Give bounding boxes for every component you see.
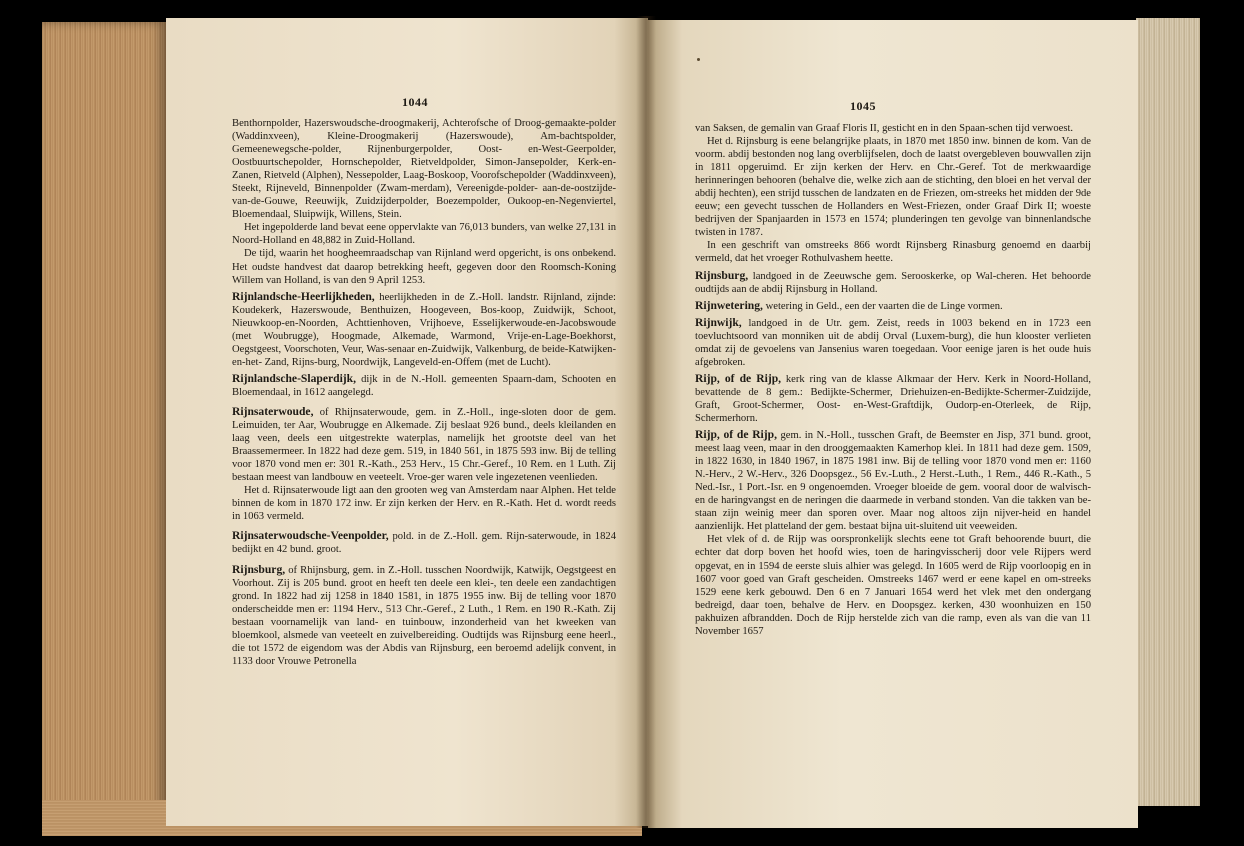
paragraph	[695, 239, 1091, 265]
paragraph-text: Benthornpolder, Hazerswoudsche-droogmakerij, Achterofsche of Droog-gemaakte-polder (Waddinxveen), Kleine-Droogmakerij (Hazerswoude), Am-bachtspolder, Gemeenewegsche-polder, Rijnenburgerpolder, Oost- en-West-Geerpolder, Oostbuurtschepolder, Hornschepolder, Rietveldpolder, Simon-Jansepolder, Kerk-en-Zanen, Rietveld (Alphen), Nessepolder, Laag-Boskoop, Voorofschepolder (Waddinxveen), Steekt, Rijneveld, Binnenpolder (Zwam-merdam), Vereenigde-polder- aan-de-oostzijde- van-de-Gouwe, Reeuwijk, Zuidzijderpolder, Boezempolder, Oukoop-en-Negenviertel, Bloemendaal, Sluipwijk, Willens, Stein.	[232, 118, 617, 221]
entry-headword: Rijnlandsche-Slaperdijk,	[232, 371, 357, 385]
paragraph-text: landgoed in de Utr. gem. Zeist, reeds in 1003 bekend en in 1723 een toevluchtsoord van monniken uit de abdij Orval (Luxem-burg), die hun klooster verlieten omdat zij de gevoelens van Jansenius waren toegedaan. Voor eenige jaren is het oude huis afgebroken.	[695, 317, 1091, 368]
dictionary-entry	[232, 529, 616, 556]
paper-spot	[697, 58, 700, 61]
entry-headword: Rijp, of de Rijp,	[695, 428, 777, 442]
right-page-text	[695, 122, 1091, 638]
paragraph-text: In een geschrift van omstreeks 866 wordt Rijnsberg Rinasburg genoemd en daarbij vermeld, dat het vroeger Rothulvashem heette.	[695, 240, 1091, 265]
paragraph-text: landgoed in de Zeeuwsche gem. Serooskerke, op Wal-cheren. Het behoorde oudtijds aan de abdij Rijnsburg in Holland.	[695, 270, 1091, 295]
entry-headword: Rijnwijk,	[695, 315, 742, 329]
paragraph	[232, 484, 616, 523]
dictionary-entry	[232, 290, 616, 369]
entry-headword: Rijnlandsche-Heerlijkheden,	[232, 289, 375, 303]
paragraph	[695, 135, 1091, 239]
paragraph-text: Het d. Rijnsaterwoude ligt aan den grooten weg van Amsterdam naar Alphen. Het telde binnen de kom in 1870 172 inw. Er zijn kerken der Herv. en R.-Kath. Het d. wordt reeds in 1063 vermeld.	[232, 485, 616, 523]
entry-headword: Rijnwetering,	[695, 298, 763, 312]
left-page-text	[232, 117, 616, 668]
paragraph-text: of Rhijnsburg, gem. in Z.-Holl. tusschen Noordwijk, Katwijk, Oegstgeest en Voorhout. Zij is 205 bund. groot en heeft ten deele een klei-, ten deele een zandachtigen grond. In 1822 had zij 1258 in 1840 1581, in 1875 1955 inw. Bij de telling voor 1870 onderscheidde men er: 1194 Herv., 513 Chr.-Geref., 2 Luth., 1 Rem. en 190 R.-Kath. Zij bestaan voornamelijk van land- en tuinbouw, inzonderheid van het kweeken van bloemkool, alsmede van veeteelt en zuivelbereiding. Oudtijds was Rijnsburg eene heerl., die tot 1572 de eigendom was der Abdis van Rijnsburg, een beroemd adelijk convent, in 1133 door Vrouwe Petronella	[232, 564, 616, 667]
paragraph	[232, 247, 616, 286]
paragraph	[695, 122, 1091, 135]
dictionary-entry	[695, 316, 1091, 369]
paragraph	[232, 221, 616, 247]
dictionary-entry	[695, 428, 1091, 533]
dictionary-entry	[695, 299, 1091, 313]
dictionary-entry	[232, 563, 616, 668]
entry-headword: Rijnsburg,	[232, 562, 286, 576]
paragraph-text: kerk ring van de klasse Alkmaar der Herv. Kerk in Noord-Holland, bevattende de 8 gem.: Bedijkte-Schermer, Driehuizen-en-Bedijkte-Schermer-Zuidzijde, Graft, Groot-Schermer, Oost- en-West-Graftdijk, Oudorp-en-Oterleek, de Rijp, Schermerhorn.	[695, 373, 1091, 424]
dictionary-entry	[695, 372, 1091, 425]
dictionary-entry	[232, 372, 616, 399]
spine-gutter	[636, 16, 656, 828]
entry-headword: Rijnsaterwoudsche-Veenpolder,	[232, 529, 389, 543]
entry-headword: Rijnsburg,	[695, 268, 749, 282]
page-number-right: 1045	[850, 99, 876, 113]
dictionary-entry	[232, 405, 616, 484]
paragraph	[232, 117, 616, 221]
paragraph-text: gem. in N.-Holl., tusschen Graft, de Beemster en Jisp, 371 bund. groot, meest laag veen, maar in den drooggemaakten Kamerhop klei. In 1811 had deze gem. 1509, in 1822 1630, in 1840 1967, in 1875 1981 inw. Bij de telling voor 1870 vond men er: 1160 N.-Herv., 2 W.-Herv., 326 Doopsgez., 56 Ev.-Luth., 2 Herst.-Luth., 1 Rem., 446 R.-Kath., 5 Ned.-Isr., 1 Port.-Isr. en 9 ongenoemden. Vroeger bloeide de gem. vooral door de walvisch- en de haringvangst en de neringen die daarmede in verband stonden. Van die takken van be-staan zijn weinig meer dan sporen over. Maar nog altoos zijn nijver-heid en handel aanzienlijk. Het platteland der gem. bestaat bijna uit-sluitend uit veeweiden.	[695, 430, 1091, 533]
paragraph-text: wetering in Geld., een der vaarten die de Linge vormen.	[762, 300, 1003, 312]
page-edges-left	[42, 22, 166, 832]
paragraph-text: De tijd, waarin het hoogheemraadschap van Rijnland werd opgericht, is ons onbekend. Het oudste handvest dat daarop betrekking heeft, gegeven door den Roomsch-Koning Willem van Holland, is van den 9 April 1253.	[232, 248, 616, 286]
paragraph-text: pold. in de Z.-Holl. gem. Rijn-saterwoude, in 1824 bedijkt en 42 bund. groot.	[232, 531, 616, 556]
entry-headword: Rijnsaterwoude,	[232, 404, 314, 418]
page-edges-right	[1136, 18, 1200, 806]
dictionary-entry	[695, 269, 1091, 296]
paragraph-text: Het vlek of d. de Rijp was oorspronkelijk slechts eene tot Graft behoorende buurt, die echter dat dorp boven het hoofd wies, toen de haringvisscherij door vele Rijpers werd opgevat, en in 1594 de eerste sluis alhier was gelegd. In 1605 werd de Rijp voorloopig en in 1607 voor goed van Graft gescheiden. Omstreeks 1467 werd er eene kapel en om-streeks 1529 eene kerk gebouwd. Den 6 en 7 Januari 1654 werd het vlek met den ondergang bedreigd, daar toen, behalve de Herv. en Doopsgez. kerken, 430 woonhuizen en 150 pakhuizen afbrandden. Doch de Rijp herstelde zich van die ramp, even als van die van 11 November 1657	[695, 534, 1091, 637]
entry-headword: Rijp, of de Rijp,	[695, 371, 782, 385]
paragraph	[695, 533, 1091, 637]
paragraph-text: Het d. Rijnsburg is eene belangrijke plaats, in 1870 met 1850 inw. binnen de kom. Van de voorm. abdij bestonden nog lang overblijfselen, doch de laatst overgebleven bouwvallen zijn in 1811 opgeruimd. Er zijn kerken der Herv. en Chr.-Geref. Tot de merkwaardige herinneringen behooren (behalve die, welke zich aan de stichting, den bloei en het verval der abdij hechten), een strijd tusschen de landzaten en de Friezen, om-streeks het midden der 9de eeuw; een gevecht tusschen de Hollanders en West-Friezen, onder Graaf Dirk II; woeste bedrijven der Spanjaarden in 1573 en 1574; plunderingen ten gevolge van binnenlandsche twisten in 1787.	[695, 136, 1091, 239]
paragraph-text: of Rhijnsaterwoude, gem. in Z.-Holl., inge-sloten door de gem. Leimuiden, ter Aar, Woubrugge en Alkemade. Zij beslaat 926 bund., deels kleilanden en laag veen, deels een uitgestrekte waterplas, namelijk het grootste deel van het Braassemermeer. In 1822 had deze gem. 519, in 1840 561, in 1875 593 inw. Bij de telling voor 1870 vond men er: 301 R.-Kath., 253 Herv., 15 Chr.-Geref., 10 Rem. en 1 Luth. Zij bestaan meest van landbouw en veeteelt. Vroe-ger waren vele ingezetenen veenlieden.	[232, 406, 616, 484]
page-number-left: 1044	[402, 95, 428, 109]
paragraph-text: heerlijkheden in de Z.-Holl. landstr. Rijnland, zijnde: Koudekerk, Hazerswoude, Benthuizen, Hoogeveen, Bos-koop, Zuidwijk, Schoot, Nieuwkoop-en-Noorden, Achttienhoven, Vrijhoeve, Esselijkerwoude-en-Jacobswoude (met Woubrugge), Hoogmade, Alkemade, Warmond, Vrije-en-Lage-Boekhorst, Oegstgeest, Voorschoten, Veur, Was-senaar en-Zuidwijk, Valkenburg, de beide-Katwijken-en-het- Zand, Rijns-burg, Noordwijk, Langeveld-en-Offem (met de Lucht).	[232, 291, 616, 368]
paragraph-text: dijk in de N.-Holl. gemeenten Spaarn-dam, Schooten en Bloemendaal, in 1612 aangelegd.	[232, 373, 616, 398]
paragraph-text: Het ingepolderde land bevat eene oppervlakte van 76,013 bunders, van welke 27,131 in Noord-Holland en 48,882 in Zuid-Holland.	[232, 222, 616, 247]
paragraph-text: van Saksen, de gemalin van Graaf Floris II, gesticht en in den Spaan-schen tijd verwoest.	[695, 123, 1074, 134]
